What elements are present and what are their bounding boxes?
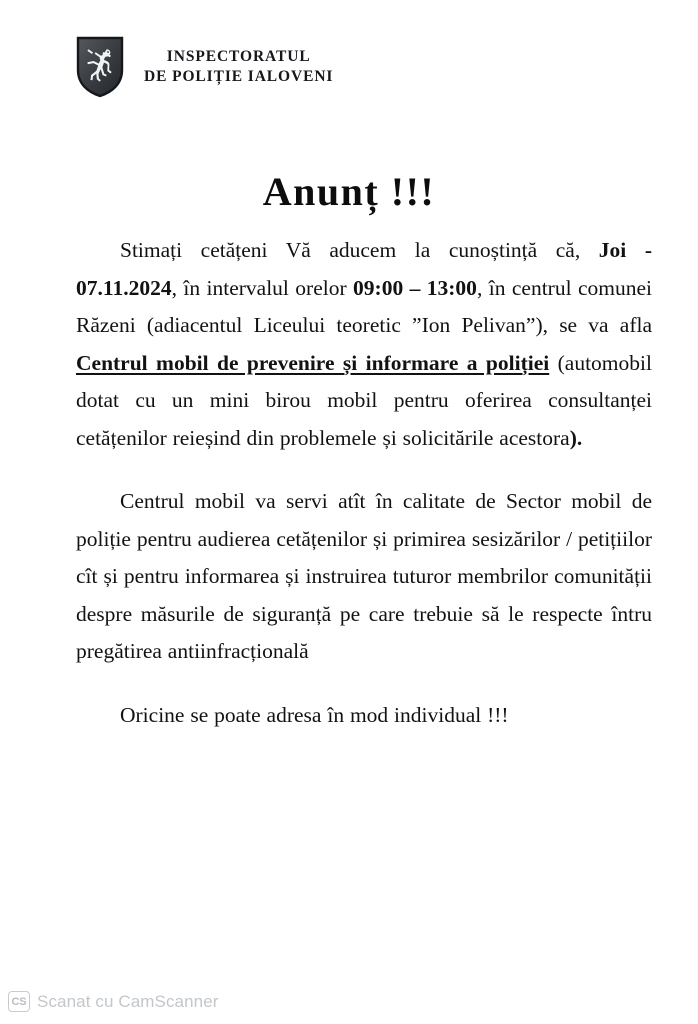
p1-run-date: Joi - 07.11.2024 bbox=[76, 238, 652, 300]
p1-run-closing-paren: ). bbox=[569, 425, 583, 450]
camscanner-watermark bbox=[8, 991, 219, 1012]
p1-run-description: (automobil dotat cu un mini birou mobil pentru oferirea consultanței cetățenilor reieșind din problemele și solicitările acestora bbox=[76, 350, 652, 450]
document-body bbox=[76, 232, 652, 734]
camscanner-logo-icon: CS bbox=[8, 991, 30, 1012]
paragraph-announcement bbox=[76, 232, 652, 457]
org-line-de-politie-ialoveni: DE POLIȚIE IALOVENI bbox=[144, 68, 334, 85]
p1-run-greeting: Stimați cetățeni Vă aducem la cunoștință că, bbox=[120, 238, 599, 262]
page-title: Anunț !!! bbox=[262, 169, 436, 214]
shield-lion-emblem bbox=[76, 36, 124, 98]
paragraph-invitation: Oricine se poate adresa în mod individual !!! bbox=[120, 702, 509, 727]
p1-run-interval-lead: , în intervalul orelor bbox=[171, 275, 354, 300]
p1-run-time-range: 09:00 – 13:00 bbox=[353, 275, 477, 300]
camscanner-watermark-label: Scanat cu CamScanner bbox=[37, 991, 219, 1011]
letterhead bbox=[76, 36, 333, 98]
org-line-inspectoratul: INSPECTORATUL bbox=[166, 47, 311, 65]
paragraph-services: Centrul mobil va servi atît în calitate de Sector mobil de poliție pentru audierea cetățenilor și primirea sesizărilor / petițiilor cît și pentru informarea și instruirea tuturor membrilor comunității despre măsurile de siguranță pe care trebuie să le respecte întru pregătirea antiinfracțională bbox=[76, 489, 652, 663]
p1-run-mobile-center-emphasis: Centrul mobil de prevenire și informare a poliției bbox=[76, 350, 550, 375]
organization-name bbox=[144, 47, 333, 88]
p1-run-location: , în centrul comunei Răzeni (adiacentul Liceului teoretic ”Ion Pelivan”), se va afla bbox=[76, 275, 652, 337]
